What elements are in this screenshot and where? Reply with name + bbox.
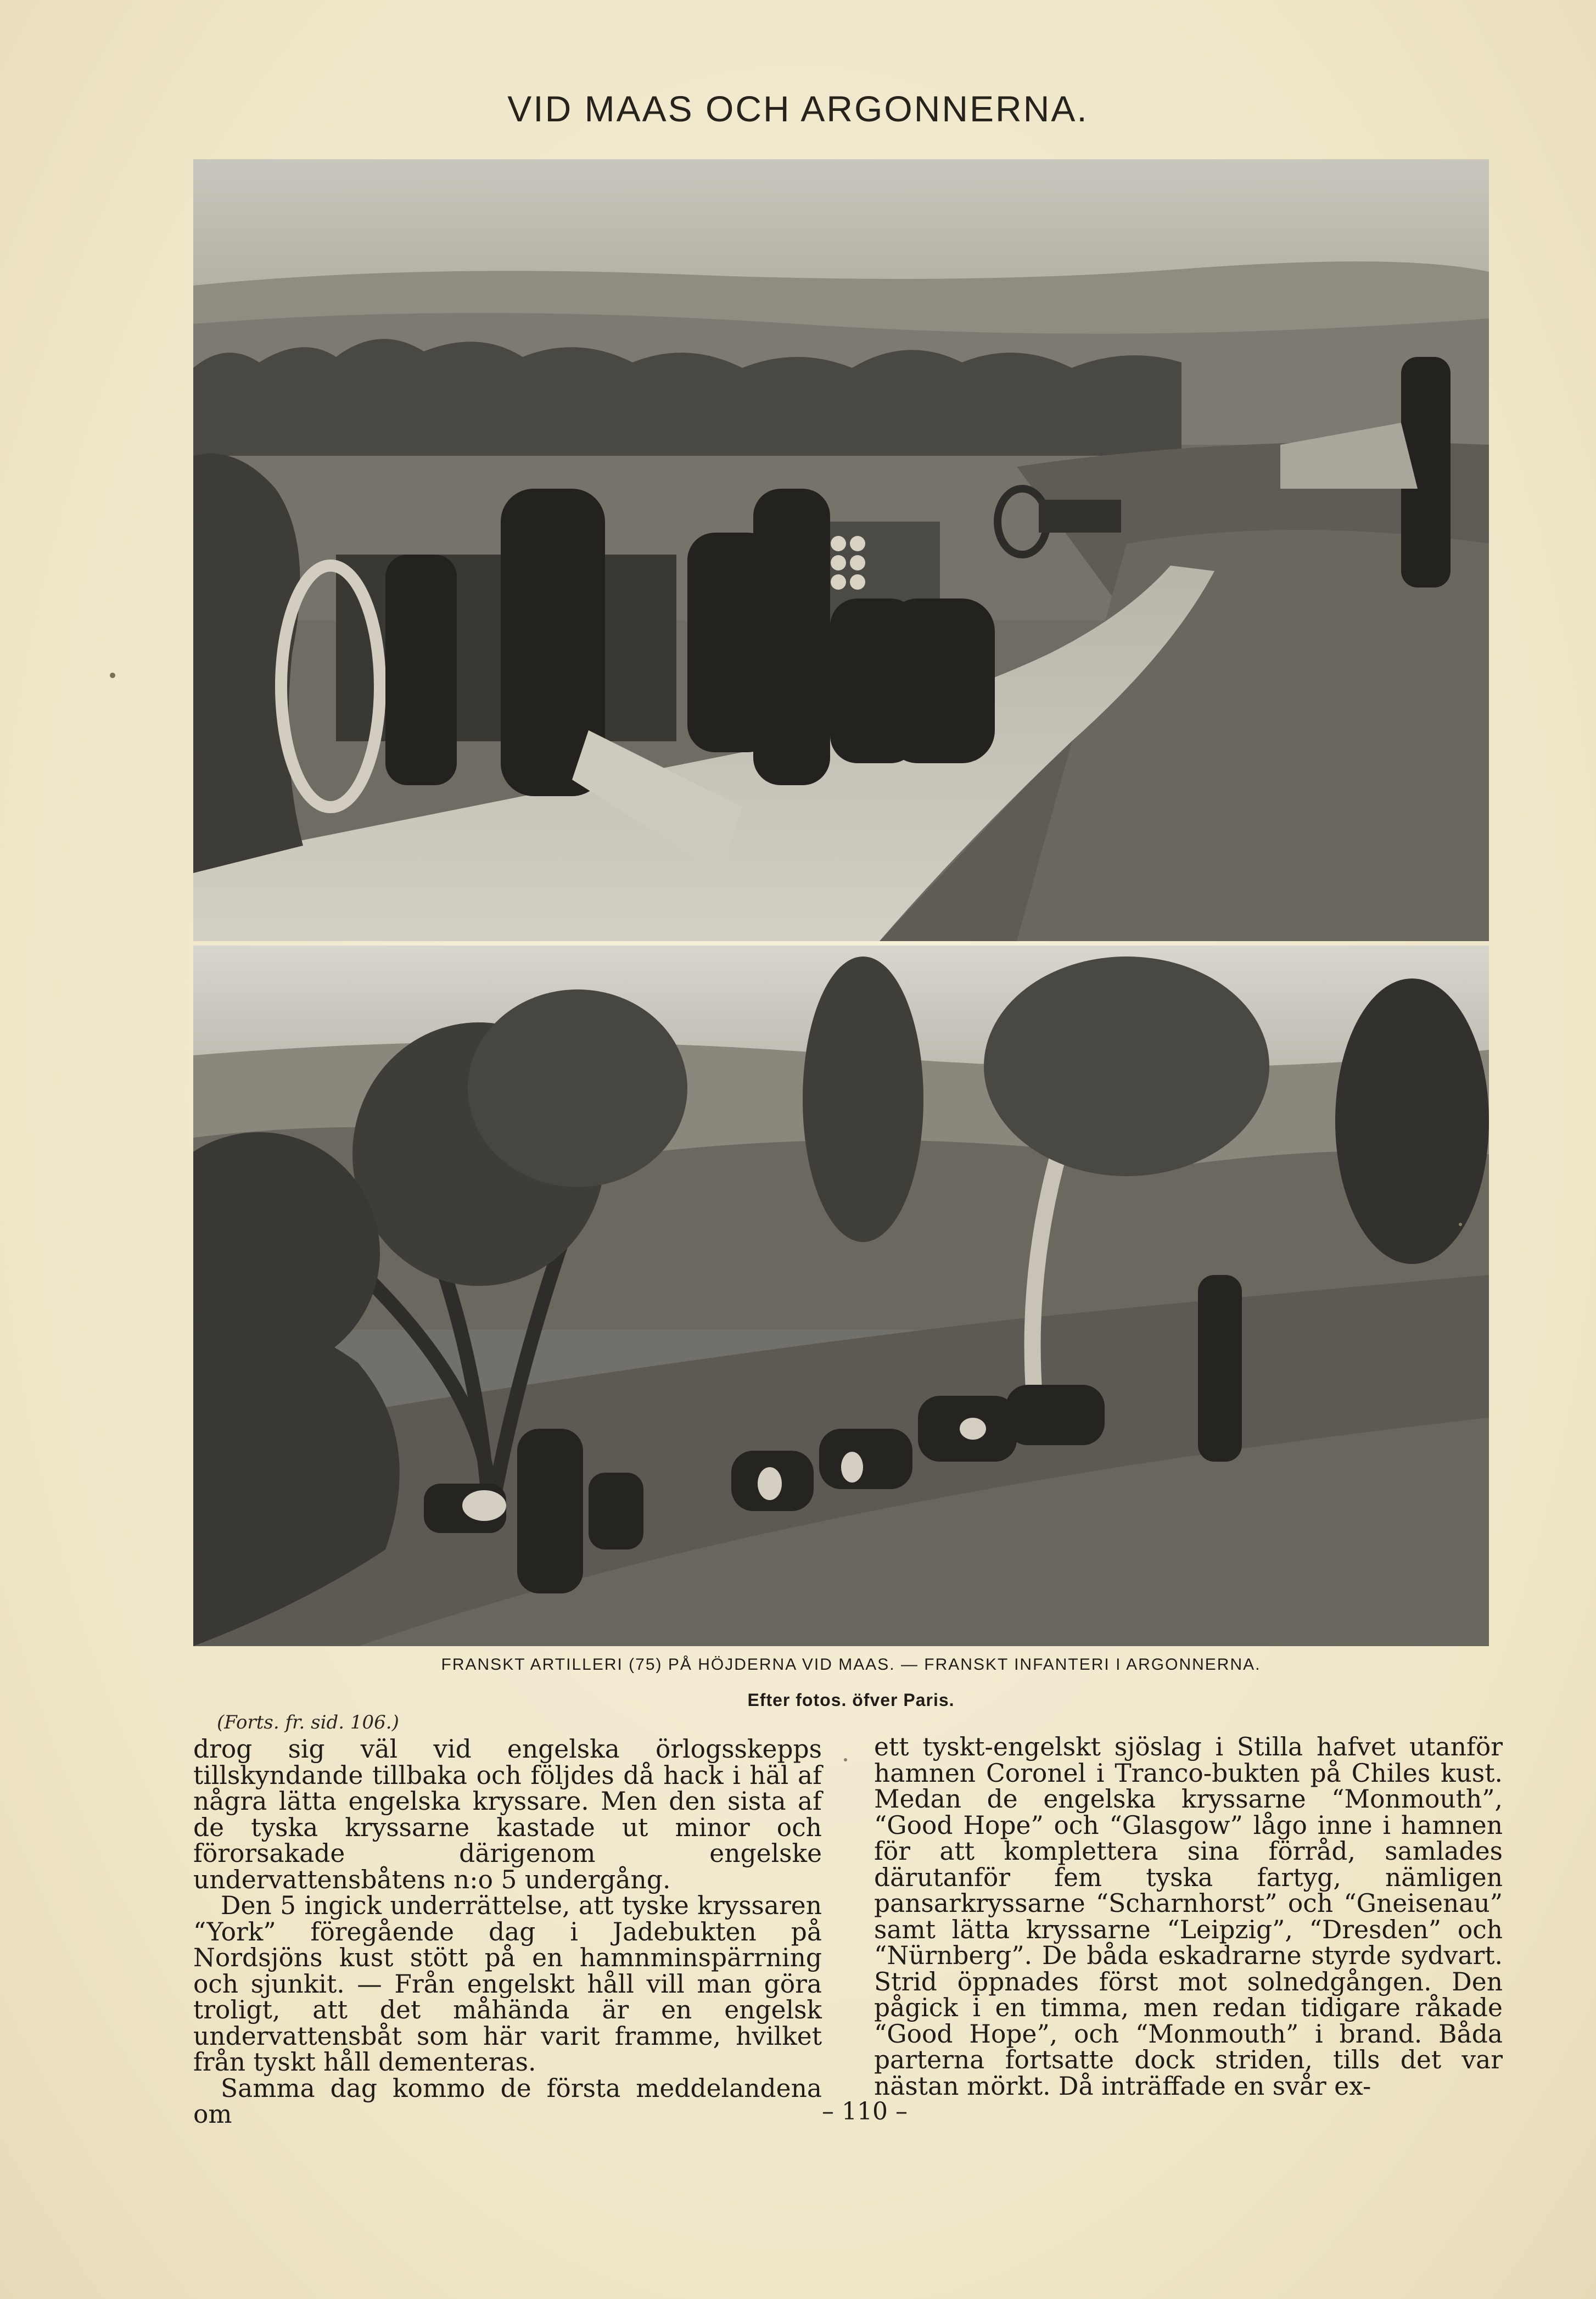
- paragraph: Samma dag kommo de första meddelandena om: [193, 2073, 822, 2129]
- text-column-right: [874, 1734, 1503, 2099]
- running-head: VID MAAS OCH ARGONNERNA.: [507, 88, 1089, 129]
- continuation-note: (Forts. fr. sid. 106.): [217, 1711, 399, 1733]
- photo-infantry: [193, 946, 1489, 1646]
- paragraph: ett tyskt-engelskt sjöslag i Stilla hafvet utanför hamnen Coronel i Tranco-bukten på Chiles kust. Medan de engelska kryssarne “Monmouth”, “Good Hope” och “Glasgow” lågo inne i hamnen för att komplettera sina förråd, samlades därutanför fem tyska fartyg, nämligen pansarkryssarne “Scharnhorst” och “Gneisenau” samt lätta kryssarne “Leipzig”, “Dresden” och “Nürnberg”. De båda eskadrarne styrde sydvart. Strid öppnades först mot solnedgången. Den pågick i en timma, men redan tidigare råkade “Good Hope”, och “Monmouth” i brand. Båda parterna fortsatte dock striden, tills det var nästan mörkt. Då inträffade en svår ex-: [874, 1732, 1503, 2101]
- photo-artillery: [193, 159, 1489, 941]
- text-column-left: [193, 1736, 822, 2128]
- page-number: – 110 –: [822, 2097, 908, 2125]
- figure-caption: FRANSKT ARTILLERI (75) PÅ HÖJDERNA VID MAAS. — FRANSKT INFANTERI I ARGONNERNA.: [441, 1655, 1261, 1674]
- paragraph: Den 5 ingick underrättelse, att tyske kryssaren “York” föregående dag i Jadebukten på Nordsjöns kust stött på en hamnminspärrning och sjunkit. — Från engelskt håll vill man göra troligt, att det måhända är en engelsk undervattensbåt som här varit framme, hvilket från tyskt håll dementeras.: [193, 1891, 822, 2077]
- paragraph: drog sig väl vid engelska örlogsskepps tillskyndande tillbaka och följdes då hack i häl af några lätta engelska kryssare. Men den sista af de tyska kryssarne kastade ut minor och förorsakade därigenom engelske undervattensbåtens n:o 5 undergång.: [193, 1735, 822, 1894]
- photo-credit: Efter fotos. öfver Paris.: [747, 1690, 955, 1710]
- photo-infantry-image: [193, 946, 1489, 1646]
- photo-artillery-image: [193, 159, 1489, 941]
